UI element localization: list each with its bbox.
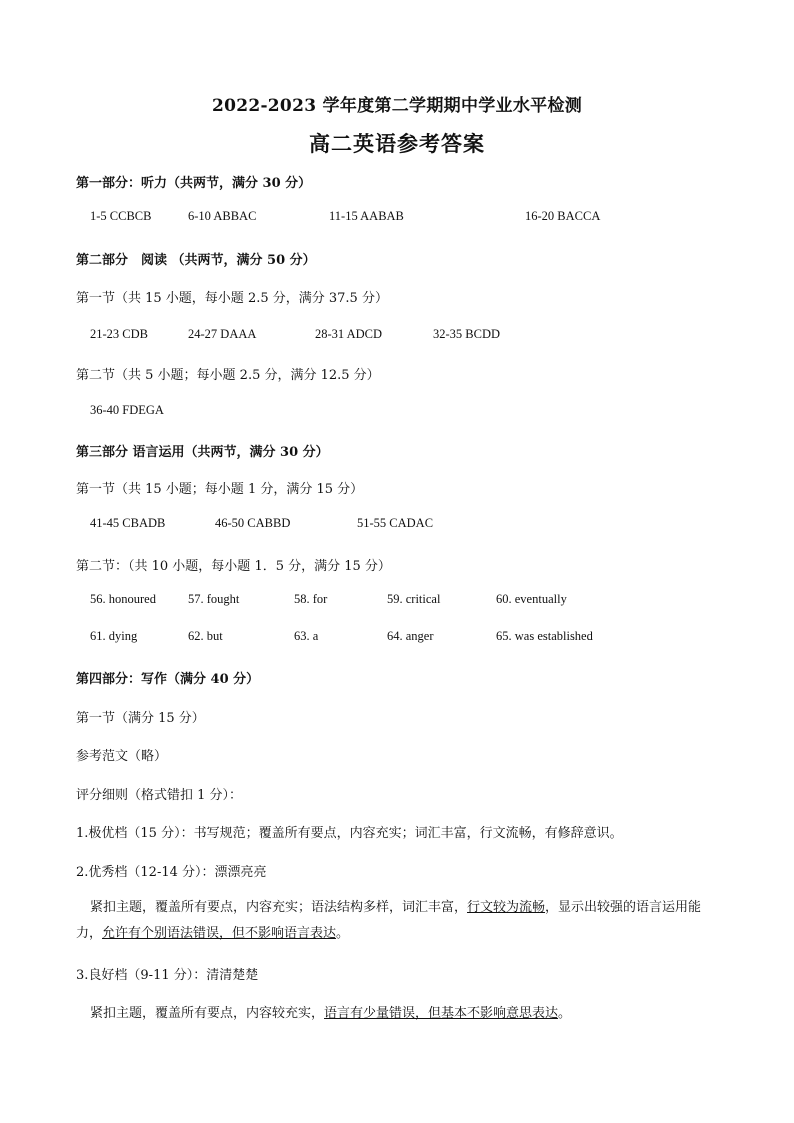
- answer-group: 11-15 AABAB: [329, 209, 404, 223]
- answer-group: 32-35 BCDD: [433, 327, 501, 341]
- answer-group: 6-10 ABBAC: [188, 209, 257, 223]
- answer-group: 41-45 CBADB: [90, 516, 166, 530]
- answer-item: 56. honoured: [90, 592, 156, 606]
- grade2-text: 紧扣主题，覆盖所有要点，内容充实；语法结构多样，词汇丰富，: [90, 900, 468, 915]
- grade3-underlined-text: 语言有少量错误，但基本不影响意思表达: [324, 1006, 559, 1021]
- document-subtitle: 高二英语参考答案: [309, 131, 485, 156]
- answer-item: 64. anger: [387, 629, 434, 643]
- part2-section1-heading: 第一节（共 15 小题，每小题 2.5 分，满分 37.5 分）: [76, 291, 388, 306]
- part4-heading: 第四部分：写作（满分 40 分）: [76, 672, 260, 687]
- grade2-title: 2.优秀档（12-14 分）：漂漂亮亮: [76, 865, 267, 880]
- part3-heading: 第三部分 语言运用（共两节，满分 30 分）: [76, 445, 329, 460]
- answer-group: 16-20 BACCA: [525, 209, 601, 223]
- answer-group: 28-31 ADCD: [315, 327, 383, 341]
- answer-item: 59. critical: [387, 592, 441, 606]
- part3-section2-heading: 第二节：（共 10 小题，每小题 1．5 分，满分 15 分）: [76, 559, 391, 574]
- part2-heading: 第二部分 阅读 （共两节，满分 50 分）: [76, 253, 316, 268]
- answer-item: 63. a: [294, 629, 319, 643]
- answer-item: 58. for: [294, 592, 328, 606]
- grade2-text: 。: [336, 926, 350, 941]
- grade3-title: 3.良好档（9-11 分）：清清楚楚: [76, 968, 259, 983]
- answer-item: 61. dying: [90, 629, 138, 643]
- grade2-underlined-text: 行文较为流畅: [467, 900, 546, 915]
- grade1-description: 1.极优档（15 分）：书写规范；覆盖所有要点，内容充实；词汇丰富，行文流畅，有修辞意识。: [76, 826, 623, 841]
- part1-heading: 第一部分：听力（共两节，满分 30 分）: [76, 176, 312, 191]
- answer-group: 1-5 CCBCB: [90, 209, 152, 223]
- answer-group: 36-40 FDEGA: [90, 403, 164, 417]
- answer-group: 21-23 CDB: [90, 327, 148, 341]
- document-title: 2022-2023 学年度第二学期期中学业水平检测: [211, 96, 583, 116]
- answer-group: 51-55 CADAC: [357, 516, 434, 530]
- grade2-underlined-text: 允许有个别语法错误，但不影响语言表达: [102, 926, 337, 941]
- scoring-criteria-heading: 评分细则（格式错扣 1 分）：: [76, 788, 243, 803]
- answer-item: 65. was established: [496, 629, 593, 643]
- answer-group: 24-27 DAAA: [188, 327, 257, 341]
- grade3-text: 。: [558, 1006, 572, 1021]
- part2-section2-heading: 第二节（共 5 小题；每小题 2.5 分，满分 12.5 分）: [76, 368, 380, 383]
- answer-item: 62. but: [188, 629, 223, 643]
- answer-item: 60. eventually: [496, 592, 567, 606]
- part3-section1-heading: 第一节（共 15 小题；每小题 1 分，满分 15 分）: [76, 482, 364, 497]
- grade3-description: [90, 1002, 571, 1021]
- sample-essay-note: 参考范文（略）: [76, 749, 168, 764]
- part4-section1-heading: 第一节（满分 15 分）: [76, 711, 205, 726]
- answer-item: 57. fought: [188, 592, 240, 606]
- grade2-text: ，显示出较强的语言运用能力，: [76, 900, 702, 941]
- answer-group: 46-50 CABBD: [215, 516, 291, 530]
- grade2-description: [76, 895, 722, 947]
- grade3-text: 紧扣主题，覆盖所有要点，内容较充实，: [90, 1006, 325, 1021]
